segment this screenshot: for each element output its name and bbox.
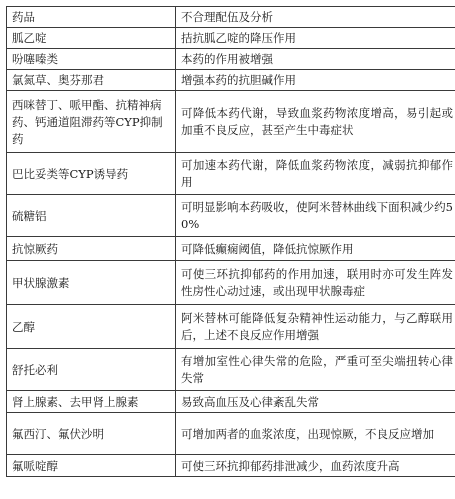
analysis-cell: 可使三环抗抑郁药排泄减少，血药浓度升高 — [176, 455, 455, 477]
drug-cell: 硫糖铝 — [7, 195, 176, 237]
analysis-cell: 可降低癫痫阈值，降低抗惊厥作用 — [176, 237, 455, 261]
analysis-cell: 易致高血压及心律紊乱失常 — [176, 391, 455, 413]
table-row — [7, 153, 455, 195]
analysis-cell: 阿米替林可能降低复杂精神性运动能力，与乙醇联用后，上述不良反应作用增强 — [176, 305, 455, 349]
table-row — [7, 305, 455, 349]
drug-cell: 抗惊厥药 — [7, 237, 176, 261]
analysis-cell: 可使三环抗抑郁药的作用加速，联用时亦可发生阵发性房性心动过速，或出现甲状腺毒症 — [176, 261, 455, 305]
table-header-row — [7, 7, 455, 28]
table-row — [7, 349, 455, 391]
analysis-cell: 本药的作用被增强 — [176, 49, 455, 70]
table-row — [7, 49, 455, 70]
drug-cell: 西咪替丁、哌甲酯、抗精神病药、钙通道阻滞药等CYP抑制药 — [7, 91, 176, 153]
drug-cell: 舒托必利 — [7, 349, 176, 391]
table-row — [7, 91, 455, 153]
analysis-cell: 可明显影响本药吸收，使阿米替林曲线下面积减少约50% — [176, 195, 455, 237]
analysis-cell: 有增加室性心律失常的危险，严重可至尖端扭转心律失常 — [176, 349, 455, 391]
analysis-cell: 增强本药的抗胆碱作用 — [176, 70, 455, 91]
drug-cell: 乙醇 — [7, 305, 176, 349]
drug-cell: 甲状腺激素 — [7, 261, 176, 305]
drug-cell: 吩噻嗪类 — [7, 49, 176, 70]
table-row — [7, 28, 455, 49]
drug-interaction-table — [6, 6, 455, 477]
table-row — [7, 70, 455, 91]
analysis-cell: 拮抗胍乙啶的降压作用 — [176, 28, 455, 49]
analysis-cell: 可增加两者的血浆浓度，出现惊厥，不良反应增加 — [176, 413, 455, 455]
table-row — [7, 455, 455, 477]
drug-cell: 肾上腺素、去甲肾上腺素 — [7, 391, 176, 413]
table-row — [7, 261, 455, 305]
drug-cell: 氟哌啶醇 — [7, 455, 176, 477]
drug-cell: 氟西汀、氟伏沙明 — [7, 413, 176, 455]
drug-cell: 胍乙啶 — [7, 28, 176, 49]
header-drug-cell: 药品 — [7, 7, 176, 28]
table-row — [7, 413, 455, 455]
table-row — [7, 195, 455, 237]
drug-cell: 巴比妥类等CYP诱导药 — [7, 153, 176, 195]
drug-cell: 氯氮草、奥芬那君 — [7, 70, 176, 91]
table-row — [7, 237, 455, 261]
header-analysis-cell: 不合理配伍及分析 — [176, 7, 455, 28]
table-row — [7, 391, 455, 413]
analysis-cell: 可降低本药代谢，导致血浆药物浓度增高，易引起或加重不良反应，甚至产生中毒症状 — [176, 91, 455, 153]
analysis-cell: 可加速本药代谢，降低血浆药物浓度，减弱抗抑郁作用 — [176, 153, 455, 195]
